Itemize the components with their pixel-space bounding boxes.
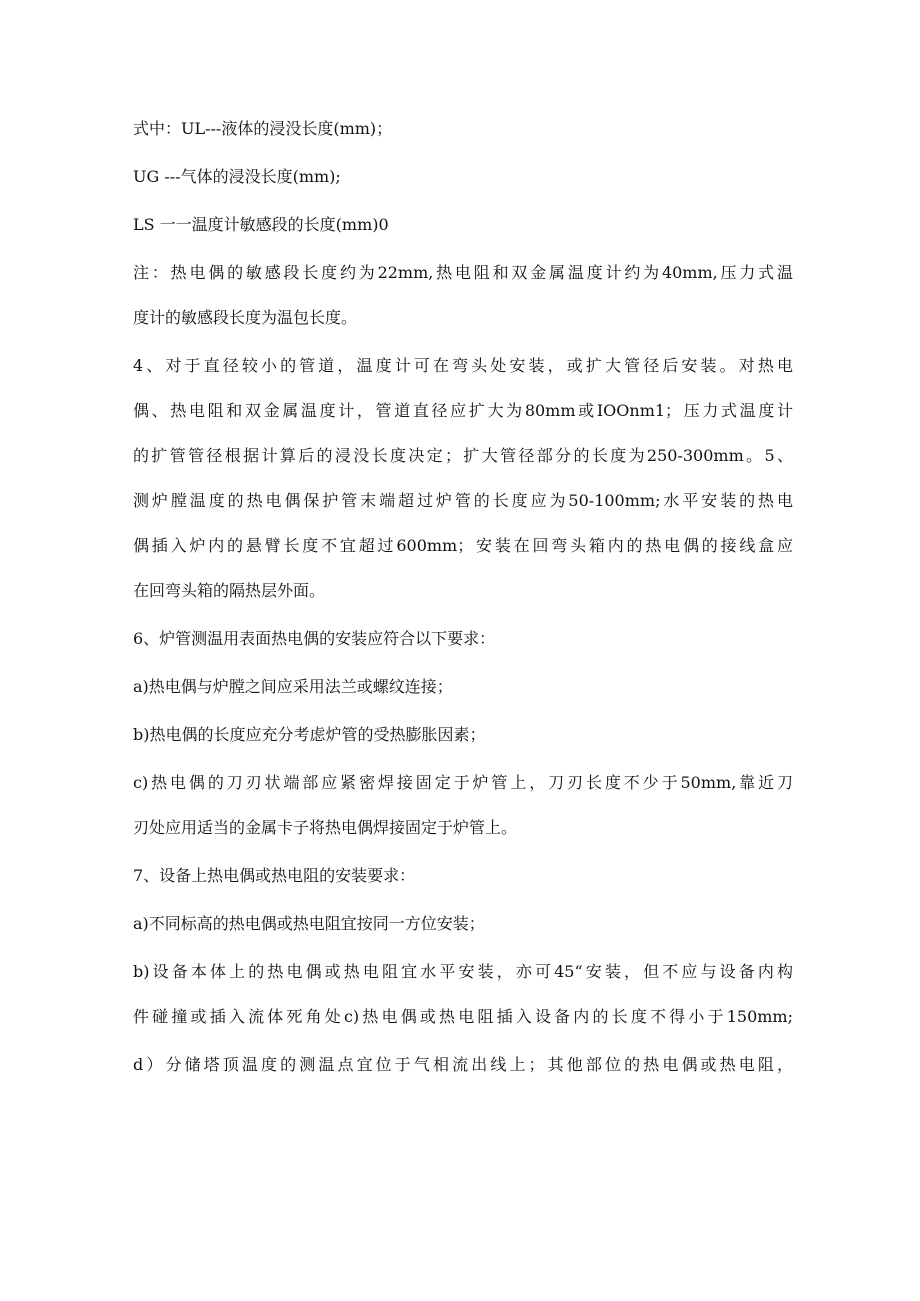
item-7-a: a)不同标高的热电偶或热电阻宜按同一方位安装； bbox=[133, 914, 485, 933]
item-5-line-3: 在回弯头箱的隔热层外面。 bbox=[133, 581, 326, 600]
item-5-line-1: 测炉膛温度的热电偶保护管末端超过炉管的长度应为50-100mm;水平安装的热电 bbox=[133, 491, 793, 510]
item-6-c-line-1: c)热电偶的刀刃状端部应紧密焊接固定于炉管上，刀刃长度不少于50mm,靠近刀 bbox=[133, 773, 793, 792]
item-6-c-line-2: 刃处应用适当的金属卡子将热电偶焊接固定于炉管上。 bbox=[133, 818, 518, 837]
item-7-d-line-1: d）分储塔顶温度的测温点宜位于气相流出线上；其他部位的热电偶或热电阻， bbox=[133, 1055, 793, 1074]
note-line-2: 度计的敏感段长度为温包长度。 bbox=[133, 308, 358, 327]
formula-legend-ug: UG ---气体的浸没长度(mm); bbox=[133, 167, 341, 186]
note-line-1: 注：热电偶的敏感段长度约为22mm,热电阻和双金属温度计约为40mm,压力式温 bbox=[133, 263, 793, 282]
item-7-b-line-1: b)设备本体上的热电偶或热电阻宜水平安装，亦可45“安装，但不应与设备内构 bbox=[133, 962, 793, 981]
item-4-line-3: 的扩管管径根据计算后的浸没长度决定；扩大管径部分的长度为250-300mm。5、 bbox=[133, 446, 793, 465]
formula-legend-ls: LS 一一温度计敏感段的长度(mm)0 bbox=[133, 215, 389, 234]
item-4-line-1: 4、对于直径较小的管道，温度计可在弯头处安装，或扩大管径后安装。对热电 bbox=[133, 356, 793, 375]
item-7-b-line-2: 件碰撞或插入流体死角处c)热电偶或热电阻插入设备内的长度不得小于150mm; bbox=[133, 1007, 793, 1026]
item-4-line-2: 偶、热电阻和双金属温度计，管道直径应扩大为80mm或IOOnm1；压力式温度计 bbox=[133, 401, 793, 420]
body-text bbox=[133, 117, 793, 1076]
item-6-b: b)热电偶的长度应充分考虑炉管的受热膨胀因素； bbox=[133, 725, 486, 744]
item-7-heading: 7、设备上热电偶或热电阻的安装要求： bbox=[133, 866, 416, 885]
item-6-heading: 6、炉管测温用表面热电偶的安装应符合以下要求： bbox=[133, 629, 496, 648]
item-5-line-2: 偶插入炉内的悬臂长度不宜超过600mm；安装在回弯头箱内的热电偶的接线盒应 bbox=[133, 536, 793, 555]
formula-legend-ul: 式中：UL---液体的浸没长度(mm)； bbox=[133, 119, 393, 138]
item-6-a: a)热电偶与炉膛之间应采用法兰或螺纹连接； bbox=[133, 677, 453, 696]
